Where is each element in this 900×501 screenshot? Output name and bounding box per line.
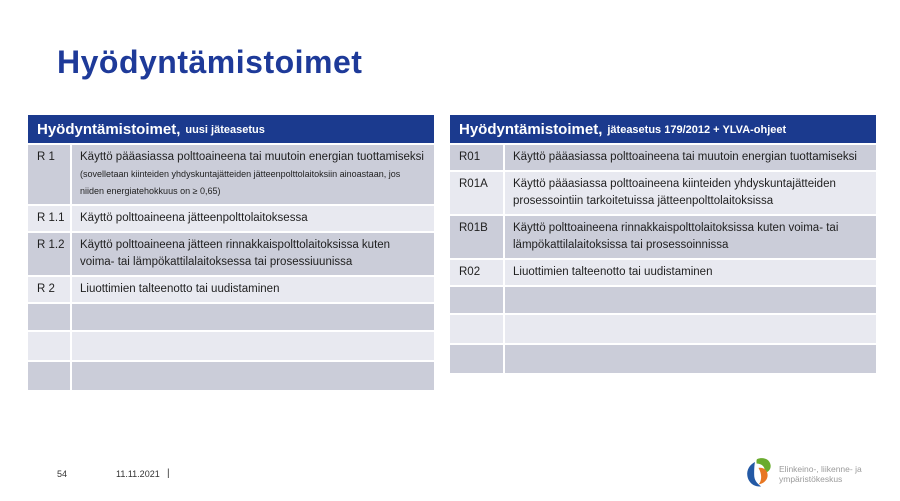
footer-divider: | [167,468,170,479]
table-header-subtitle: jäteasetus 179/2012 + YLVA-ohjeet [607,124,787,136]
table-header-title: Hyödyntämistoimet, [459,120,603,138]
ely-logo-text-line1: Elinkeino-, liikenne- ja [779,463,862,474]
row-description [505,315,876,343]
page-number: 54 [57,469,68,479]
table-row-empty [28,362,434,390]
row-code: R01 [450,145,503,170]
table-row [28,277,434,302]
ely-logo-text-line2: ympäristökeskus [779,474,843,484]
row-note: (sovelletaan kiinteiden yhdyskuntajätteiden jätteenpolttolaitoksiin ainoastaan, jos niiden energiatehokkuus on ≥ 0,65) [80,169,401,196]
ely-logo-icon [744,457,772,491]
new-decree-table [28,115,434,390]
row-code [28,332,70,360]
table-row-empty [450,287,876,313]
row-code: R 2 [28,277,70,302]
row-description: Liuottimien talteenotto tai uudistaminen [72,277,434,302]
row-description [72,332,434,360]
table-row [450,216,876,258]
table-row [28,145,434,204]
table-row-empty [28,304,434,330]
table-row-empty [28,332,434,360]
table-row-empty [450,315,876,343]
table-row [28,206,434,231]
slide-title: Hyödyntämistoimet [57,44,363,80]
ely-logo-text [779,464,862,485]
old-decree-table [450,115,876,373]
row-code: R 1.1 [28,206,70,231]
row-code [28,362,70,390]
table-header [450,115,876,143]
row-code: R 1.2 [28,233,70,275]
row-description [72,362,434,390]
row-description [505,345,876,373]
row-description: Käyttö polttoaineena jätteen rinnakkaispolttolaitoksissa kuten voima- tai lämpökattilalaitoksessa tai prosessiuunissa [72,233,434,275]
row-code: R 1 [28,145,70,204]
table-header-subtitle: uusi jäteasetus [185,124,265,136]
row-code: R02 [450,260,503,285]
table-row [450,172,876,214]
table-row [28,233,434,275]
table-row [450,260,876,285]
table-row-empty [450,345,876,373]
row-description: Liuottimien talteenotto tai uudistaminen [505,260,876,285]
row-description: Käyttö polttoaineena jätteenpolttolaitoksessa [72,206,434,231]
row-text: Käyttö pääasiassa polttoaineena tai muutoin energian tuottamiseksi [80,151,424,163]
ely-logo [744,457,862,491]
table-header [28,115,434,143]
row-description [72,304,434,330]
row-description [505,287,876,313]
row-code [450,287,503,313]
row-description: Käyttö pääasiassa polttoaineena kiinteiden yhdyskuntajätteiden prosessointiin tarkoitetuissa jätteenpolttolaitoksissa [505,172,876,214]
row-code [450,345,503,373]
table-header-title: Hyödyntämistoimet, [37,120,181,138]
row-code [28,304,70,330]
row-code: R01B [450,216,503,258]
row-description: Käyttö polttoaineena rinnakkaispolttolaitoksissa kuten voima- tai lämpökattilalaitoksissa tai prosessoinnissa [505,216,876,258]
table-row [450,145,876,170]
footer-date: 11.11.2021 [116,469,160,479]
row-code [450,315,503,343]
row-description [72,145,434,204]
row-code: R01A [450,172,503,214]
row-description: Käyttö pääasiassa polttoaineena tai muutoin energian tuottamiseksi [505,145,876,170]
